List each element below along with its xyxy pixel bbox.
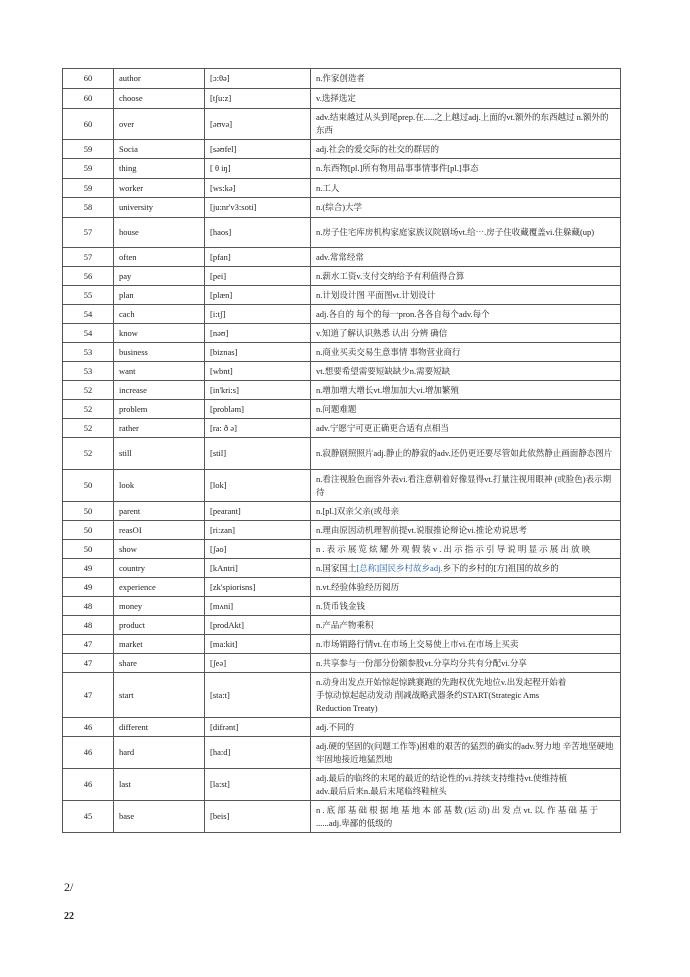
meaning-cell: n.寂静剧照照片adj.静止的静寂的adv.还仍更还要尽管如此依然静止画面静态图片 [311, 438, 621, 470]
rank-cell: 54 [63, 324, 114, 343]
phonetic-cell: [i:tʃ] [205, 305, 311, 324]
table-row [63, 521, 621, 540]
meaning-cell: n.商业买卖交易生意事情 事物营业商行 [311, 343, 621, 362]
phonetic-cell: [ɔ:θə] [205, 69, 311, 89]
rank-cell: 49 [63, 578, 114, 597]
rank-cell: 50 [63, 502, 114, 521]
word-cell: house [114, 218, 205, 248]
word-cell: university [114, 198, 205, 218]
word-cell: author [114, 69, 205, 89]
meaning-cell: adj.不同的 [311, 718, 621, 737]
phonetic-cell: [haos] [205, 218, 311, 248]
phonetic-cell: [in'kri:s] [205, 381, 311, 400]
phonetic-cell: [nəʊ] [205, 324, 311, 343]
word-cell: want [114, 362, 205, 381]
meaning-cell: n . 底 部 基 础 根 据 地 基 地 本 部 基 数 (运 动) 出 发 点 vt. 以. 作 基 础 基 于 ......adj.卑鄙的低级的 [311, 801, 621, 833]
word-cell: money [114, 597, 205, 616]
table-row [63, 305, 621, 324]
word-cell: share [114, 654, 205, 673]
table-row [63, 89, 621, 109]
meaning-link[interactable]: [总称]国民乡村故乡adj. [356, 562, 443, 573]
meaning-cell: n.房子住宅库房机构家庭家族议院剧场vt.给⋯.房子住收藏覆盖vi.住躲藏(up) [311, 218, 621, 248]
meaning-cell [311, 559, 621, 578]
table-row [63, 801, 621, 833]
phonetic-cell: [pearant] [205, 502, 311, 521]
table-row [63, 769, 621, 801]
phonetic-cell: [mʌni] [205, 597, 311, 616]
word-cell: base [114, 801, 205, 833]
phonetic-cell: [prodAkt] [205, 616, 311, 635]
phonetic-cell: [zk'spiorisns] [205, 578, 311, 597]
phonetic-cell: [ra: ð ə] [205, 419, 311, 438]
meaning-cell: n.市场销路行情vt.在市场上交易使上市vi.在市场上买卖 [311, 635, 621, 654]
rank-cell: 50 [63, 521, 114, 540]
meaning-line: n.动身出发点开始惊起惊跳赛跑的先跑权优先地位v.出发起程开始着 [316, 676, 567, 687]
table-row [63, 159, 621, 179]
table-row [63, 362, 621, 381]
meaning-text: 乡下的乡村的[方]祖国的故乡的 [442, 562, 559, 573]
meaning-cell: v.知道了解认识熟悉 认出 分辨 确信 [311, 324, 621, 343]
meaning-cell: n.计划设计图 平面图vt.计划设计 [311, 286, 621, 305]
meaning-cell: adj.各自的 每个的每一pron.各各自每个adv.每个 [311, 305, 621, 324]
table-row [63, 578, 621, 597]
word-cell: show [114, 540, 205, 559]
rank-cell: 60 [63, 69, 114, 89]
meaning-cell: adj.社会的爱交际的社交的群居的 [311, 140, 621, 159]
vocabulary-table [62, 68, 621, 833]
phonetic-cell: [lok] [205, 470, 311, 502]
word-cell: know [114, 324, 205, 343]
rank-cell: 47 [63, 635, 114, 654]
table-row [63, 286, 621, 305]
meaning-cell: n.作家创造者 [311, 69, 621, 89]
table-row [63, 616, 621, 635]
word-cell: last [114, 769, 205, 801]
word-cell: over [114, 109, 205, 140]
rank-cell: 55 [63, 286, 114, 305]
rank-cell: 60 [63, 109, 114, 140]
meaning-cell: n.看注视脸色面容外表vi.看注意朝着好像显得vt.打量注视用眼神 (或脸色)表示期待 [311, 470, 621, 502]
phonetic-cell: [ha:d] [205, 737, 311, 769]
table-row [63, 140, 621, 159]
word-cell: product [114, 616, 205, 635]
phonetic-cell: [ θ iŋ] [205, 159, 311, 179]
meaning-cell: v.选择选定 [311, 89, 621, 109]
rank-cell: 49 [63, 559, 114, 578]
word-cell: rather [114, 419, 205, 438]
word-cell: reasOI [114, 521, 205, 540]
meaning-line: adj.最后的临终的末尾的最近的结论性的vi.持续支持维持vt.使维持植 [316, 772, 567, 783]
phonetic-cell: [səʊfel] [205, 140, 311, 159]
rank-cell: 47 [63, 654, 114, 673]
table-row [63, 343, 621, 362]
table-row [63, 267, 621, 286]
rank-cell: 52 [63, 419, 114, 438]
phonetic-cell: [ʃeə] [205, 654, 311, 673]
table-row [63, 218, 621, 248]
meaning-cell: adv.结束越过从头到尾prep.在.....之上越过adj.上面的vt.额外的东西越过 n.额外的东西 [311, 109, 621, 140]
word-cell: plan [114, 286, 205, 305]
table-row [63, 635, 621, 654]
meaning-cell: n . 表 示 展 览 炫 耀 外 观 假 装 v . 出 示 指 示 引 导 说 明 显 示 展 出 放 映 [311, 540, 621, 559]
meaning-text: n.国家国土 [316, 562, 357, 573]
rank-cell: 45 [63, 801, 114, 833]
word-cell: experience [114, 578, 205, 597]
phonetic-cell: [ws:kə] [205, 179, 311, 198]
table-row [63, 69, 621, 89]
rank-cell: 50 [63, 540, 114, 559]
word-cell: start [114, 673, 205, 718]
rank-cell: 53 [63, 362, 114, 381]
table-row [63, 438, 621, 470]
rank-cell: 56 [63, 267, 114, 286]
meaning-cell: n.vt.经验体验经历阅历 [311, 578, 621, 597]
meaning-cell: adv.常常经常 [311, 248, 621, 267]
table-row [63, 381, 621, 400]
word-cell: business [114, 343, 205, 362]
word-cell: thing [114, 159, 205, 179]
rank-cell: 57 [63, 248, 114, 267]
meaning-cell: n.薪水工资v.支付交纳给予有利值得合算 [311, 267, 621, 286]
phonetic-cell: [pfan] [205, 248, 311, 267]
rank-cell: 46 [63, 737, 114, 769]
meaning-cell: n.产品产物乘积 [311, 616, 621, 635]
phonetic-cell: [ma:kit] [205, 635, 311, 654]
table-row [63, 179, 621, 198]
word-cell: worker [114, 179, 205, 198]
meaning-cell: n.理由原因动机理智前提vt.说服推论辩论vi.推论劝说思考 [311, 521, 621, 540]
page-number: 2/ [64, 880, 74, 894]
word-cell: look [114, 470, 205, 502]
rank-cell: 54 [63, 305, 114, 324]
meaning-cell: n.工人 [311, 179, 621, 198]
table-row [63, 198, 621, 218]
table-row [63, 324, 621, 343]
table-row [63, 109, 621, 140]
meaning-cell: vt.想要希望需要短缺缺少n.需要短缺 [311, 362, 621, 381]
rank-cell: 52 [63, 400, 114, 419]
vocabulary-table-body [63, 69, 621, 833]
meaning-cell [311, 673, 621, 718]
rank-cell: 57 [63, 218, 114, 248]
rank-cell: 46 [63, 769, 114, 801]
phonetic-cell: [stil] [205, 438, 311, 470]
rank-cell: 52 [63, 381, 114, 400]
meaning-cell: n.共享参与一份部分份额参股vt.分享均分共有分配vi.分享 [311, 654, 621, 673]
meaning-cell: adj.硬的坚固的(问题工作等)困难的艰苦的猛烈的确实的adv.努力地 辛苦地坚硬地牢固地接近地猛烈地 [311, 737, 621, 769]
rank-cell: 59 [63, 140, 114, 159]
rank-cell: 58 [63, 198, 114, 218]
phonetic-cell: [biznas] [205, 343, 311, 362]
meaning-line: adv.最后后来n.最后末尾临终鞋楦头 [316, 785, 447, 796]
word-cell: still [114, 438, 205, 470]
table-row [63, 597, 621, 616]
phonetic-cell: [wbnt] [205, 362, 311, 381]
table-row [63, 419, 621, 438]
rank-cell: 48 [63, 616, 114, 635]
word-cell: country [114, 559, 205, 578]
rank-cell: 50 [63, 470, 114, 502]
word-cell: parent [114, 502, 205, 521]
table-row [63, 654, 621, 673]
phonetic-cell: [ʃəo] [205, 540, 311, 559]
rank-cell: 60 [63, 89, 114, 109]
word-cell: different [114, 718, 205, 737]
table-row [63, 502, 621, 521]
table-row [63, 718, 621, 737]
table-row [63, 673, 621, 718]
word-cell: problem [114, 400, 205, 419]
rank-cell: 59 [63, 179, 114, 198]
meaning-cell: n.问题难题 [311, 400, 621, 419]
meaning-cell: n.货币钱金钱 [311, 597, 621, 616]
table-row [63, 470, 621, 502]
rank-cell: 48 [63, 597, 114, 616]
table-row [63, 559, 621, 578]
table-row [63, 248, 621, 267]
meaning-cell [311, 769, 621, 801]
meaning-line: 手惊动惊起起动发动 削减战略武器条约START(Strategic Ams [316, 689, 540, 700]
phonetic-cell: [la:st] [205, 769, 311, 801]
word-cell: choose [114, 89, 205, 109]
rank-cell: 46 [63, 718, 114, 737]
rank-cell: 53 [63, 343, 114, 362]
phonetic-cell: [sta:t] [205, 673, 311, 718]
table-row [63, 540, 621, 559]
phonetic-cell: [difrənt] [205, 718, 311, 737]
phonetic-cell: [beis] [205, 801, 311, 833]
phonetic-cell: [probləm] [205, 400, 311, 419]
meaning-cell: n.东西物[pl.]所有物用品事事情事件[pl.]事态 [311, 159, 621, 179]
meaning-cell: n.[pl.]双亲父亲(或母亲 [311, 502, 621, 521]
phonetic-cell: [plæn] [205, 286, 311, 305]
phonetic-cell: [pei] [205, 267, 311, 286]
word-cell: pay [114, 267, 205, 286]
rank-cell: 52 [63, 438, 114, 470]
meaning-cell: n.增加增大增长vt.增加加大vi.增加繁殖 [311, 381, 621, 400]
meaning-line: Reduction Treaty) [316, 702, 378, 713]
table-row [63, 400, 621, 419]
word-cell: Socia [114, 140, 205, 159]
word-cell: hard [114, 737, 205, 769]
rank-cell: 59 [63, 159, 114, 179]
meaning-cell: adv.宁愿宁可更正确更合适有点相当 [311, 419, 621, 438]
meaning-cell: n.(综合)大学 [311, 198, 621, 218]
phonetic-cell: [tʃu:z] [205, 89, 311, 109]
phonetic-cell: [kAntri] [205, 559, 311, 578]
table-row [63, 737, 621, 769]
phonetic-cell: [ju:nr'v3:soti] [205, 198, 311, 218]
phonetic-cell: [ri:zan] [205, 521, 311, 540]
word-cell: market [114, 635, 205, 654]
word-cell: often [114, 248, 205, 267]
rank-cell: 47 [63, 673, 114, 718]
word-cell: increase [114, 381, 205, 400]
phonetic-cell: [əʊvə] [205, 109, 311, 140]
word-cell: cach [114, 305, 205, 324]
footer-number: 22 [64, 911, 74, 922]
